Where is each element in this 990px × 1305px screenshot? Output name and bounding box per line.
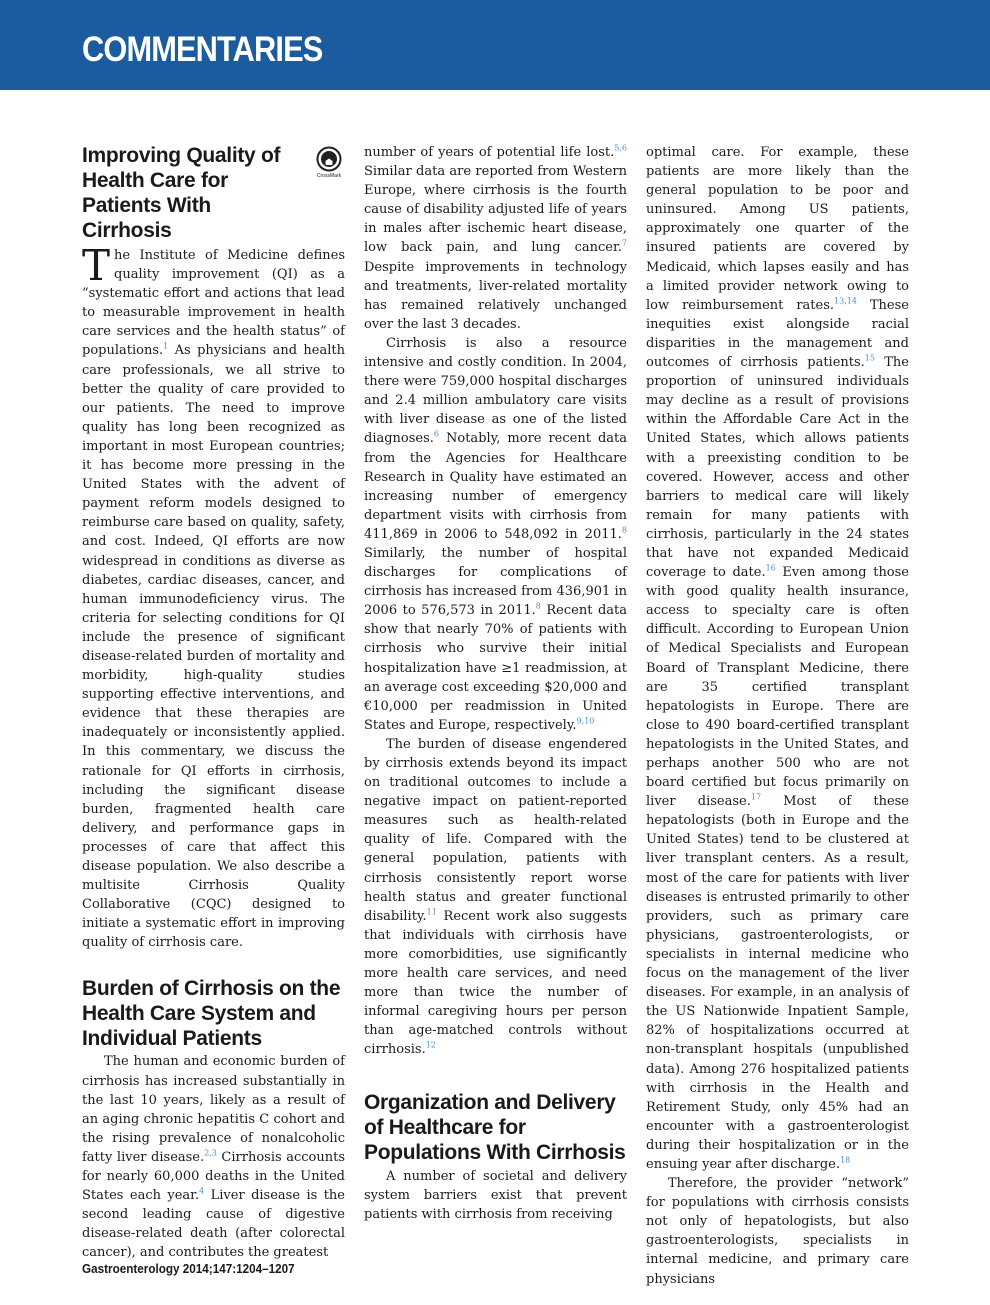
reference-link[interactable]: 15 bbox=[864, 353, 875, 363]
section-heading-organization: Organization and Delivery of Healthcare for Populations With Cirrhosis bbox=[364, 1090, 626, 1164]
crossmark-label: CrossMark bbox=[316, 173, 342, 179]
reference-link[interactable]: 7 bbox=[621, 239, 627, 249]
reference-link[interactable]: 2,3 bbox=[204, 1148, 217, 1158]
reference-link[interactable]: 12 bbox=[425, 1041, 436, 1051]
body-paragraph: The human and economic burden of cirrhosis has increased substantially in the last 10 years, likely as a result of an aging chronic hepatitis C cohort and the rising prevalence of nonalcoholic fatty liver disease.$^{2,3}$ Cirrhosis accounts for nearly 60,000 deaths in the United States each year.$^4$ Liver disease is the second leading cause of digestive disease-related death (after colorectal cancer), and contributes the greatest bbox=[82, 1054, 346, 1261]
reference-link[interactable]: 13,14 bbox=[834, 296, 857, 306]
article-title: Improving Quality of Health Care for Patients With Cirrhosis bbox=[82, 144, 281, 242]
reference-link[interactable]: 16 bbox=[765, 563, 776, 573]
reference-link[interactable]: 5,6 bbox=[614, 143, 627, 153]
text-column-2 bbox=[364, 143, 627, 1224]
body-paragraph: The burden of disease engendered by cirrhosis extends beyond its impact on traditional outcomes to include a negative impact on patient-reported measures such as health-related quality of life. Compared with the general population, patients with cirrhosis consistently report worse health status and greater functional disability.$^{11}$ Recent work also suggests that individuals with cirrhosis have more comorbidities, use significantly more health care services, and need more than twice the number of informal caregiving hours per person than age-matched controls without cirrhosis.$^{12}$ bbox=[364, 736, 627, 1058]
body-paragraph: optimal care. For example, these patients are more likely than the general population to be poor and uninsured. Among US patients, approximately one quarter of the insured patients are covered by Medicaid, which lapses easily and has a limited provider network owing to low reimbursement rates.$^{13,14}$ These inequities exist alongside racial disparities in the management and outcomes of cirrhosis patients.$^{15}$ The proportion of uninsured individuals may decline as a result of provisions within the Affordable Care Act in the United States, which allows patients with a preexisting condition to be covered. However, access and other barriers to medical care will likely remain for many patients with cirrhosis, particularly in the 24 states that have not expanded Medicaid coverage to date.$^{16}$ Even among those with good quality health insurance, access to specialty care is often difficult. According to European Union of Medical Specialists and European Board of Transplant Medicine, there are 35 certified transplant hepatologists in Europe. There are close to 490 board-certified transplant hepatologists in the United States, and perhaps another 500 who are not board certified but focus primarily on liver disease.$^{17}$ Most of these hepatologists (both in Europe and the United States) tend to be clustered at liver transplant centers. As a result, most of the care for patients with liver diseases is entrusted primarily to other providers, such as primary care physicians, gastroenterologists, or specialists in internal medicine who focus on the management of the liver diseases. For example, in an analysis of the US Nationwide Inpatient Sample, 82% of hospitalizations occurred at non-transplant hospitals (unpublished data). Among 276 hospitalized patients with cirrhosis in the Health and Retirement Study, only 45% had an encounter with a gastroenterologist during their hospitalization or in the ensuing year after discharge.$^{18}$ bbox=[646, 145, 910, 1172]
journal-citation: Gastroenterology 2014;147:1204–1207 bbox=[82, 1261, 295, 1276]
body-paragraph: Therefore, the provider “network” for populations with cirrhosis consists not only of hepatologists, but also gastroenterologists, specialists in internal medicine, and primary care physicians bbox=[646, 1176, 909, 1287]
reference-link[interactable]: 18 bbox=[839, 1155, 851, 1165]
section-heading-burden: Burden of Cirrhosis on the Health Care System and Individual Patients bbox=[82, 977, 341, 1051]
reference-link[interactable]: 4 bbox=[199, 1186, 205, 1196]
reference-link[interactable]: 6 bbox=[433, 430, 440, 440]
reference-link[interactable]: 17 bbox=[750, 792, 762, 802]
text-column-3 bbox=[646, 143, 909, 1289]
intro-paragraph: The Institute of Medicine defines quality improvement (QI) as a “systematic effort and actions that lead to measurable improvement in health care services and the health status” of populations.$^1$ As physicians and health care professionals, we all strive to better the quality of care provided to our patients. The need to improve quality has long been recognized as important in most European countries; it has become more pressing in the United States with the advent of payment reform models designed to reimburse care based on quality, safety, and cost. Indeed, QI efforts are now widespread in conditions as diverse as diabetes, cardiac diseases, cancer, and human immunodeficiency virus. The criteria for selecting conditions for QI include the presence of significant disease-related burden of mortality and morbidity, high-quality studies supporting effective interventions, and evidence that these therapies are inadequately or inconsistently applied. In this commentary, we discuss the rationale for QI efforts in cirrhosis, including the significant disease burden, fragmented health care delivery, and performance gaps in processes of care that affect this disease population. We also describe a multisite Cirrhosis Quality Collaborative (CQC) designed to initiate a systematic effort in improving quality of cirrhosis care. bbox=[82, 241, 345, 951]
body-paragraph: Cirrhosis is also a resource intensive and costly condition. In 2004, there were 759,000 hospital discharges and 2.4 million ambulatory care visits with liver disease as one of the listed diagnoses.$^6$ Notably, more recent data from the Agencies for Healthcare Research in Quality have estimated an increasing number of emergency department visits with cirrhosis from 411,869 in 2006 to 548,092 in 2011.$^8$ Similarly, the number of hospital discharges for complications of cirrhosis has increased from 436,901 in 2006 to 576,573 in 2011.$^8$ Recent data show that nearly 70% of patients with cirrhosis who survive their initial hospitalization have ≥1 readmission, at an average cost exceeding $20,000 and €10,000 per readmission in United States and Europe, respectively.$^{9,10}$ bbox=[364, 335, 627, 733]
text-column-1 bbox=[82, 143, 345, 1263]
reference-link[interactable]: 1 bbox=[163, 342, 169, 352]
reference-link[interactable]: 8 bbox=[621, 525, 627, 535]
reference-link[interactable]: 8 bbox=[535, 601, 541, 611]
reference-link[interactable]: 9,10 bbox=[576, 716, 595, 726]
section-label: COMMENTARIES bbox=[82, 30, 323, 69]
body-paragraph: number of years of potential life lost.$^{5,6}$ Similar data are reported from Western Europe, where cirrhosis is the fourth cause of disability adjusted life of years in males after ischemic heart disease, low back pain, and lung cancer.$^7$ Despite improvements in technology and treatments, liver-related mortality has remained relatively unchanged over the last 3 decades. bbox=[364, 143, 627, 332]
body-paragraph: A number of societal and delivery system barriers exist that prevent patients with cirrhosis from receiving bbox=[364, 1168, 627, 1222]
reference-link[interactable]: 11 bbox=[426, 907, 437, 917]
drop-cap: T bbox=[82, 241, 111, 290]
